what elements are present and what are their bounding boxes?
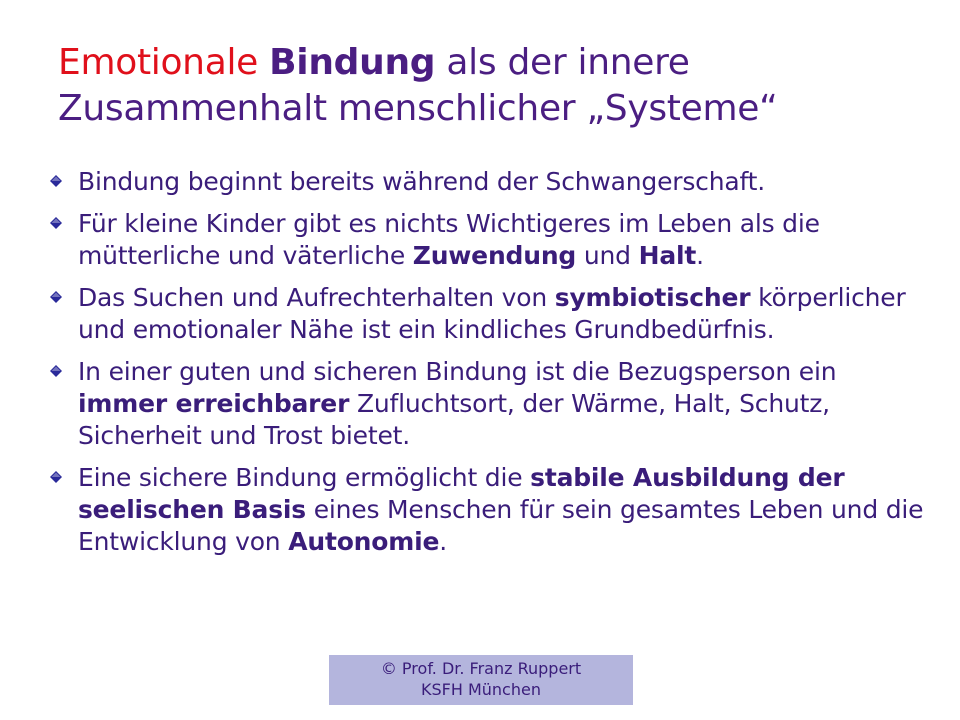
bullet-text: Bindung beginnt bereits während der Schwangerschaft. <box>78 167 766 196</box>
bullet-emphasis: Halt <box>638 241 697 270</box>
bullet-text: körperlicher und emotionaler Nähe ist ein kindliches Grundbedürfnis. <box>78 283 906 344</box>
bullet-text: Zufluchtsort, der Wärme, Halt, Schutz, Sicherheit und Trost bietet. <box>78 389 830 450</box>
bullet-emphasis: symbiotischer <box>554 283 751 312</box>
bullet-text: In einer guten und sicheren Bindung ist die Bezugsperson ein <box>78 357 837 386</box>
bullet-list <box>50 166 930 568</box>
bullet-text: . <box>439 527 447 556</box>
bullet-item <box>50 166 930 198</box>
title-emotionale: Emotionale <box>58 42 270 83</box>
bullet-text: und <box>576 241 639 270</box>
bullet-item <box>50 208 930 272</box>
copyright-line-1: © Prof. Dr. Franz Ruppert <box>380 659 582 678</box>
slide-title <box>58 40 938 132</box>
bullet-item <box>50 462 930 558</box>
title-bindung: Bindung <box>269 42 436 83</box>
bullet-item <box>50 356 930 452</box>
bullet-emphasis: Autonomie <box>288 527 440 556</box>
bullet-text: Für kleine Kinder gibt es nichts Wichtigeres im Leben als die mütterliche und väterliche <box>78 209 820 270</box>
diamond-bullet-icon <box>50 217 62 229</box>
copyright-box <box>329 655 633 705</box>
bullet-emphasis: stabile Ausbildung der seelischen Basis <box>78 463 845 524</box>
title-rest: als der innere <box>435 42 690 83</box>
slide-title-line-2: Zusammenhalt menschlicher „Systeme“ <box>58 88 778 129</box>
bullet-emphasis: Zuwendung <box>412 241 577 270</box>
bullet-item <box>50 282 930 346</box>
slide-title-line-1 <box>58 40 938 86</box>
bullet-text: Das Suchen und Aufrechterhalten von <box>78 283 555 312</box>
bullet-emphasis: immer erreichbarer <box>78 389 350 418</box>
copyright-line-2: KSFH München <box>421 680 541 699</box>
bullet-text: . <box>696 241 704 270</box>
bullet-text: eines Menschen für sein gesamtes Leben und die Entwicklung von <box>78 495 924 556</box>
diamond-bullet-icon <box>50 471 62 483</box>
diamond-bullet-icon <box>50 291 62 303</box>
diamond-bullet-icon <box>50 365 62 377</box>
diamond-bullet-icon <box>50 175 62 187</box>
bullet-text: Eine sichere Bindung ermöglicht die <box>78 463 531 492</box>
